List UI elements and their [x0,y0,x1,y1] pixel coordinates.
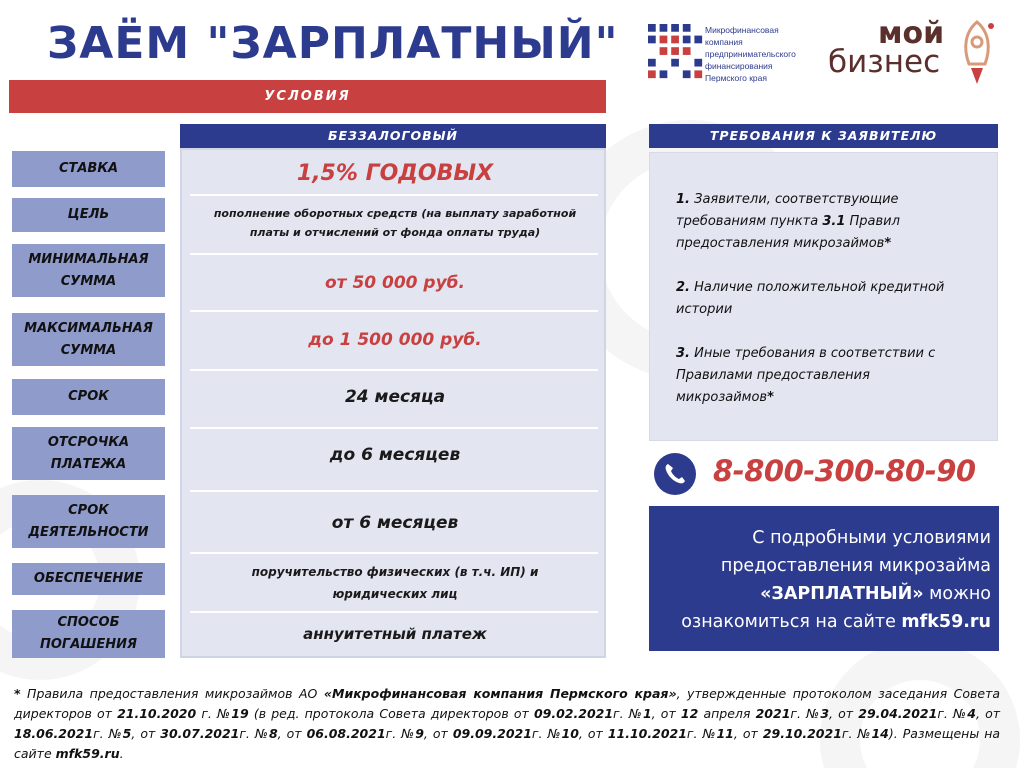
requirement-mark: * [767,390,774,405]
moy-biznes-line2: бизнес [828,44,941,80]
value-suffix: руб. [423,273,466,293]
value-min-sum [192,266,598,300]
footnote-bold-part: 06.08.2021 [306,726,386,741]
footnote-bold-part: 4 [967,706,976,721]
requirement-item [676,343,971,409]
requirement-text: Правил предоставления микрозаймов [676,214,900,251]
footnote-part: г. № [531,726,562,741]
footnote-bold-part: 3 [820,706,830,721]
mfk-logo-line: Пермского края [705,73,767,83]
row-separator [190,490,598,492]
rocket-icon [955,18,999,88]
footnote [14,684,1000,764]
page-title: ЗАЁМ "ЗАРПЛАТНЫЙ" [47,18,619,69]
moy-biznes-logo [828,16,945,80]
footnote-bold-part: 29.10.2021 [762,726,842,741]
footnote-part: , от [975,706,1001,721]
label-max-sum: МАКСИМАЛЬНАЯ СУММА [12,313,165,366]
footnote-bold-part: 09.02.2021 [533,706,614,721]
footnote-part: , от [578,726,608,741]
value-bold: 24 [344,387,369,407]
mfk-logo-line: Микрофинансовая [705,25,779,35]
requirement-number: 3. [676,346,690,361]
footnote-bold-part: 8 [268,726,278,741]
footnote-bold-part: mfk59.ru [55,746,120,761]
requirement-number: 2. [676,280,690,295]
footnote-part: г. № [385,726,416,741]
info-line: предоставления микрозайма [720,556,991,576]
value-collateral: поручительство физических (в т.ч. ИП) и юридических лиц [251,565,539,601]
footnote-part: г. № [686,726,717,741]
value-purpose: пополнение оборотных средств (на выплату заработной платы и отчислений от фонда оплаты труда) [213,207,577,239]
footnote-part: , от [733,726,763,741]
value-max-sum [192,323,598,357]
requirement-item [676,189,971,255]
footnote-bold-part: 11 [716,726,734,741]
info-text: можно [923,584,991,604]
footnote-part: г. № [937,706,968,721]
footnote-part: Правила предоставления микрозаймов АО [20,686,324,701]
value-prefix: до [329,445,356,465]
footnote-part: г. № [93,726,123,741]
website-link[interactable]: mfk59.ru [901,612,991,632]
value-bold: 50 000 [352,273,418,293]
requirement-text: Заявители [694,192,767,207]
footnote-part: , от [131,726,161,741]
mfk-logo-line: финансирования [705,61,773,71]
requirements-header: ТРЕБОВАНИЯ К ЗАЯВИТЕЛЮ [649,124,998,148]
value-term [192,380,598,414]
mfk-logo-line: компания [705,37,743,47]
value-bold: 6 [359,513,372,533]
row-separator [190,552,598,554]
value-repayment: аннуитетный платеж [303,625,487,643]
footnote-part: , от [829,706,859,721]
label-deferral: ОТСРОЧКА ПЛАТЕЖА [12,427,165,480]
row-separator [190,427,598,429]
footnote-bold-part: 2021 [755,706,791,721]
footnote-part: г. № [841,726,872,741]
requirement-item [676,277,971,321]
footnote-part: г. № [790,706,821,721]
conditions-panel [180,148,606,658]
label-collateral: ОБЕСПЕЧЕНИЕ [12,563,165,595]
footnote-bold-part: 29.04.2021 [858,706,938,721]
label-business-age: СРОК ДЕЯТЕЛЬНОСТИ [12,495,165,548]
footnote-bold-part: 12 [680,706,699,721]
footnote-part: , от [423,726,453,741]
footnote-bold-part: 21.10.2020 [117,706,197,721]
requirement-mark: * [884,236,892,251]
info-line [659,608,991,636]
footnote-part: г. № [196,706,232,721]
info-text: ознакомиться на сайте [681,612,902,632]
info-line [659,580,991,608]
info-box [649,506,999,651]
footnote-part: ). Размещены на сайте [14,726,1001,761]
conditions-bar: УСЛОВИЯ [9,80,606,113]
footnote-part: , от [277,726,307,741]
requirement-text: Наличие положительной кредитной истории [676,280,945,317]
row-separator [190,310,598,312]
mfk-logo-line: предпринимательского [705,49,796,59]
requirement-text: , соответствующие требованиям пункта [676,192,899,229]
phone-number[interactable]: 8-800-300-80-90 [713,454,976,488]
info-loan-name: «ЗАРПЛАТНЫЙ» [760,584,924,604]
footnote-star: * [14,686,21,701]
footnote-part: апреля [698,706,756,721]
footnote-bold-part: 9 [415,726,424,741]
requirement-text: Иные требования в соответствии с Правилами предоставления микрозаймов [676,346,936,405]
label-rate: СТАВКА [12,151,165,187]
label-purpose: ЦЕЛЬ [12,198,165,232]
footnote-part: , от [651,706,681,721]
row-separator [190,194,598,196]
footnote-bold-part: 30.07.2021 [160,726,240,741]
value-suffix: руб. [440,330,482,350]
phone-icon[interactable] [654,453,696,495]
label-min-sum: МИНИМАЛЬНАЯ СУММА [12,244,165,297]
row-separator [190,253,598,255]
value-rate: 1,5% ГОДОВЫХ [296,160,494,186]
info-line: С подробными условиями [752,528,991,548]
footnote-bold-part: 09.09.2021 [452,726,532,741]
value-deferral [192,438,598,472]
footnote-part: . [119,746,124,761]
requirement-bold: 3.1 [822,214,846,229]
value-suffix: месяцев [378,445,461,465]
footnote-part: г. № [613,706,643,721]
requirement-number: 1. [676,192,690,207]
footnote-bold-part: 10 [561,726,579,741]
footnote-bold-part: 19 [231,706,249,721]
footnote-bold-part: 18.06.2021 [14,726,94,741]
value-prefix: от [324,273,347,293]
requirements-panel [649,152,998,441]
footnote-text [14,686,1000,761]
value-prefix: от [331,513,354,533]
value-suffix: месяца [374,387,446,407]
footnote-bold-part: 14 [871,726,889,741]
footnote-bold-part: 11.10.2021 [607,726,687,741]
column-header-unsecured: БЕЗЗАЛОГОВЫЙ [180,124,606,148]
footnote-bold-part: 5 [122,726,132,741]
footnote-part: (в ред. протокола Совета директоров от [248,706,534,721]
footnote-part: , утвержденные протоколом заседания Совета директоров от [14,686,1001,721]
label-term: СРОК [12,379,165,415]
row-separator [190,611,598,613]
moy-biznes-line1: мой [878,16,945,51]
mfk-logo-text [705,24,835,84]
footnote-part: г. № [239,726,269,741]
footnote-bold-part: «Микрофинансовая компания Пермского края» [323,686,677,701]
row-separator [190,369,598,371]
label-repayment: СПОСОБ ПОГАШЕНИЯ [12,610,165,658]
value-bold: 6 [361,445,373,465]
mfk-logo-icon [648,24,706,82]
value-business-age [192,506,598,540]
value-prefix: до [308,330,334,350]
footnote-bold-part: 1 [642,706,652,721]
value-bold: 1 500 000 [339,330,435,350]
value-suffix: месяцев [376,513,459,533]
